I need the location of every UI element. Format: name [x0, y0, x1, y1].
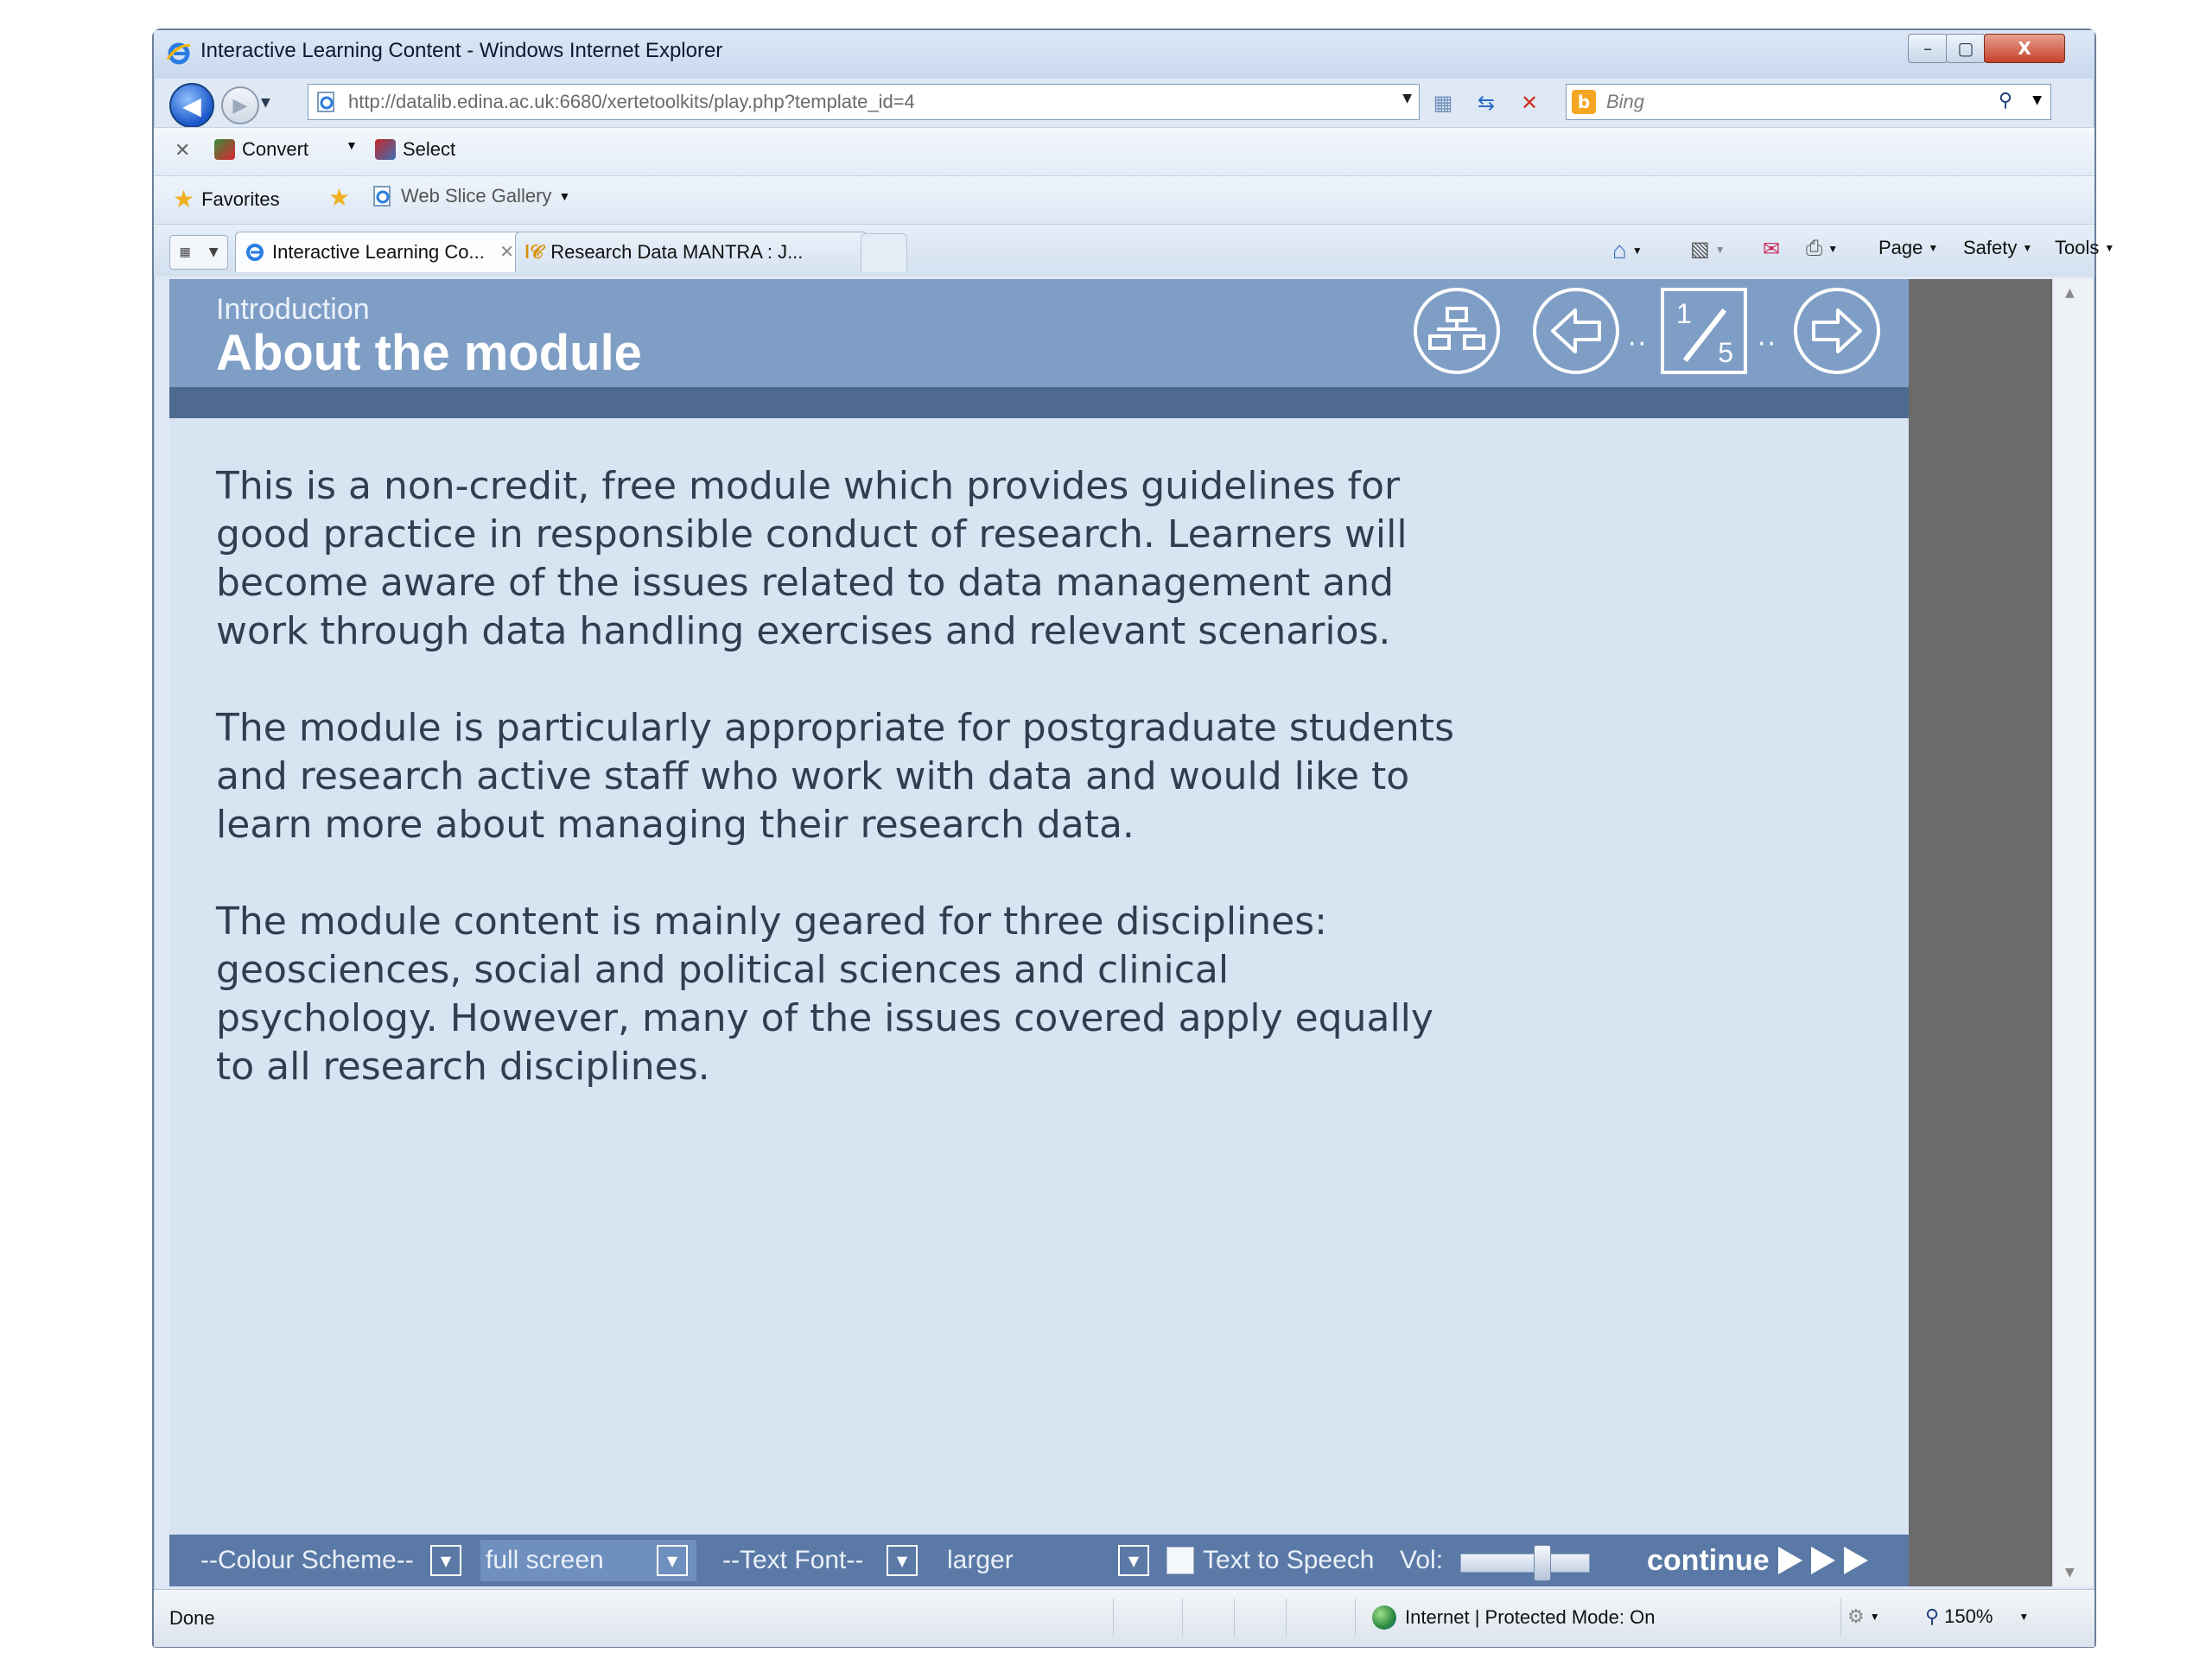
stop-icon[interactable]: ✕: [1520, 91, 1539, 115]
safety-menu-label: Safety: [1963, 237, 2018, 258]
search-options-dropdown-icon[interactable]: ▼: [2032, 93, 2042, 107]
page-indicator: [1661, 288, 1747, 374]
convert-label: Convert: [242, 138, 309, 160]
quick-tabs-button[interactable]: [169, 235, 228, 270]
search-icon[interactable]: ⚲: [1998, 90, 2012, 111]
status-divider: [1234, 1599, 1235, 1637]
address-dropdown-icon[interactable]: ▼: [1402, 92, 1412, 105]
tab-list-dropdown-icon: ▼: [208, 245, 219, 259]
status-divider: [1113, 1599, 1114, 1637]
status-bar: [154, 1589, 2094, 1647]
zoom-dropdown-icon: ▼: [2018, 1611, 2030, 1623]
module-description: [216, 462, 1460, 1140]
close-window-button[interactable]: X: [1984, 34, 2065, 63]
scroll-down-icon[interactable]: ▼: [2065, 1566, 2075, 1580]
web-slice-label: Web Slice Gallery: [401, 185, 552, 207]
web-slice-ie-icon: [372, 185, 394, 207]
zoom-control[interactable]: [1925, 1605, 2029, 1628]
web-slice-dropdown-icon: ▼: [558, 189, 571, 203]
tab-jisc-icon: ǀ𝒞: [524, 241, 544, 263]
paragraph: The module content is mainly geared for three disciplines: geosciences, social and political sciences and clinical psychology. However, many of the issues covered apply equally to all research disciplines.: [216, 899, 1433, 1089]
add-favorites-icon[interactable]: ★: [328, 184, 351, 211]
previous-page-button[interactable]: [1533, 288, 1619, 374]
status-divider: [1182, 1599, 1183, 1637]
colour-scheme-value: --Colour Scheme--: [200, 1546, 414, 1574]
tab-interactive-learning[interactable]: [235, 232, 522, 272]
page-dropdown-icon: ▼: [1928, 242, 1939, 254]
navigation-bar: [154, 79, 2094, 127]
side-panel: [1909, 279, 2052, 1586]
scroll-up-icon[interactable]: ▲: [2065, 286, 2075, 300]
recent-pages-dropdown-icon[interactable]: ▼: [261, 96, 270, 110]
zoom-icon: ⚲: [1925, 1605, 1940, 1627]
tools-menu-label: Tools: [2055, 237, 2100, 258]
volume-slider-handle[interactable]: [1534, 1545, 1551, 1581]
feeds-button[interactable]: [1690, 237, 1726, 262]
favorites-button[interactable]: [173, 185, 280, 213]
tab-label: Interactive Learning Co...: [272, 241, 485, 263]
safety-dropdown-icon: ▼: [2022, 242, 2033, 254]
tab-ie-icon: [245, 242, 265, 263]
text-to-speech-checkbox[interactable]: [1166, 1547, 1194, 1574]
home-button[interactable]: [1612, 237, 1643, 264]
page-current: 1: [1676, 298, 1692, 329]
convert-dropdown-icon[interactable]: ▼: [346, 138, 358, 152]
text-size-dropdown-icon[interactable]: ▼: [1118, 1545, 1149, 1576]
status-divider: [1355, 1599, 1356, 1637]
convert-button[interactable]: [214, 138, 308, 161]
quick-tabs-icon: ▦: [179, 245, 191, 259]
favorites-label: Favorites: [201, 188, 280, 210]
page-menu-label: Page: [1878, 237, 1923, 258]
play-arrow-icon: [1778, 1547, 1802, 1574]
left-arrow-icon: [1546, 305, 1606, 357]
feeds-dropdown-icon: ▼: [1714, 243, 1726, 256]
read-mail-button[interactable]: [1763, 237, 1780, 262]
text-size-select[interactable]: [947, 1540, 1014, 1581]
text-font-value: --Text Font--: [722, 1546, 864, 1574]
breadcrumb: Introduction: [216, 293, 370, 326]
security-zone-text: Internet | Protected Mode: On: [1405, 1606, 1656, 1628]
text-size-value: larger: [947, 1546, 1014, 1574]
sitemap-icon: [1427, 305, 1487, 357]
convert-toolbar: [154, 127, 2094, 176]
select-button[interactable]: [375, 138, 455, 161]
settings-icon: ⚙: [1847, 1605, 1865, 1627]
search-box[interactable]: [1566, 84, 2051, 120]
volume-slider[interactable]: [1460, 1554, 1590, 1573]
feeds-icon: ▧: [1690, 238, 1710, 261]
new-tab-button[interactable]: [861, 233, 907, 272]
convert-icon: [214, 139, 235, 160]
learning-content: [169, 279, 1909, 1586]
right-arrow-icon: [1807, 305, 1867, 357]
security-zone[interactable]: [1372, 1605, 1655, 1630]
forward-arrow-icon: ▶: [232, 94, 248, 117]
select-label: Select: [403, 138, 456, 160]
tools-menu[interactable]: [2055, 237, 2114, 259]
favorites-bar: [154, 175, 2094, 225]
internet-globe-icon: [1372, 1605, 1396, 1630]
page-ie-icon: [315, 91, 338, 113]
continue-button[interactable]: [1647, 1540, 1868, 1581]
settings-dropdown-icon: ▼: [1869, 1611, 1880, 1623]
text-to-speech-label: Text to Speech: [1203, 1546, 1375, 1574]
ie-logo-icon: [166, 41, 192, 67]
favorites-star-icon: ★: [173, 186, 195, 213]
separator-dots-icon: ··: [1628, 329, 1649, 359]
separator-dots-icon: ··: [1758, 329, 1778, 359]
colour-scheme-dropdown-icon[interactable]: ▼: [430, 1545, 461, 1576]
status-divider: [1286, 1599, 1287, 1637]
next-page-button[interactable]: [1794, 288, 1880, 374]
forward-button[interactable]: [221, 86, 259, 124]
maximize-button[interactable]: ▢: [1946, 34, 1986, 63]
mail-icon: ✉: [1763, 238, 1781, 261]
address-bar[interactable]: [308, 84, 1420, 120]
safety-menu[interactable]: [1963, 237, 2032, 259]
status-divider: [1840, 1599, 1841, 1637]
tab-bar: [154, 224, 2115, 276]
tab-research-data-mantra[interactable]: [515, 232, 868, 272]
page-menu[interactable]: [1878, 237, 1938, 259]
tab-close-icon[interactable]: ✕: [499, 243, 514, 262]
tab-label: Research Data MANTRA : J...: [550, 241, 804, 263]
page-total: 5: [1718, 337, 1733, 368]
home-icon: ⌂: [1612, 237, 1627, 264]
text-font-dropdown-icon[interactable]: ▼: [887, 1545, 918, 1576]
colour-scheme-select[interactable]: [200, 1540, 414, 1581]
continue-label: continue: [1647, 1543, 1770, 1577]
search-input[interactable]: Bing: [1606, 91, 1645, 112]
play-arrow-icon: [1811, 1547, 1835, 1574]
print-dropdown-icon: ▼: [1827, 243, 1839, 255]
compatibility-view-icon[interactable]: ▦: [1433, 91, 1453, 115]
print-button[interactable]: [1806, 237, 1838, 261]
browser-window: [152, 29, 2115, 1648]
page-title: About the module: [216, 325, 642, 381]
vertical-scrollbar[interactable]: [2052, 279, 2094, 1586]
accessibility-bar: [169, 1535, 1909, 1586]
screen-mode-dropdown-icon[interactable]: ▼: [657, 1545, 688, 1576]
select-icon: [375, 139, 396, 160]
back-button[interactable]: [169, 83, 214, 128]
window-title: Interactive Learning Content - Windows Internet Explorer: [200, 39, 723, 62]
screen-mode-value: full screen: [486, 1546, 604, 1574]
module-header: [169, 279, 1909, 387]
back-arrow-icon: ◀: [182, 91, 201, 120]
status-text: Done: [169, 1607, 215, 1629]
header-band: [169, 387, 1909, 418]
address-url[interactable]: http://datalib.edina.ac.uk:6680/xertetoolkits/play.php?template_id=4: [348, 91, 915, 112]
tools-dropdown-icon: ▼: [2104, 242, 2115, 254]
volume-label: Vol:: [1400, 1546, 1444, 1574]
bing-logo-icon: b: [1572, 90, 1596, 114]
zoom-level: 150%: [1944, 1605, 1993, 1627]
print-icon: ⎙: [1806, 237, 1823, 260]
web-slice-gallery-button[interactable]: [372, 185, 570, 207]
toolbar-close-icon[interactable]: ✕: [175, 140, 191, 162]
play-arrow-icon: [1844, 1547, 1868, 1574]
minimize-button[interactable]: –: [1908, 34, 1948, 63]
paragraph: This is a non-credit, free module which provides guidelines for good practice in responsible conduct of research. Learners will become aware of the issues related to data management and work through data handling exercises and relevant scenarios.: [216, 464, 1408, 653]
text-font-select[interactable]: [722, 1540, 863, 1581]
refresh-icon[interactable]: ⇆: [1477, 91, 1496, 115]
menu-button[interactable]: [1414, 288, 1500, 374]
paragraph: The module is particularly appropriate for postgraduate students and research active staff who work with data and would like to learn more about managing their research data.: [216, 706, 1454, 847]
title-bar: [154, 30, 2094, 79]
protected-mode-settings[interactable]: [1847, 1605, 1880, 1628]
home-dropdown-icon: ▼: [1631, 245, 1643, 257]
